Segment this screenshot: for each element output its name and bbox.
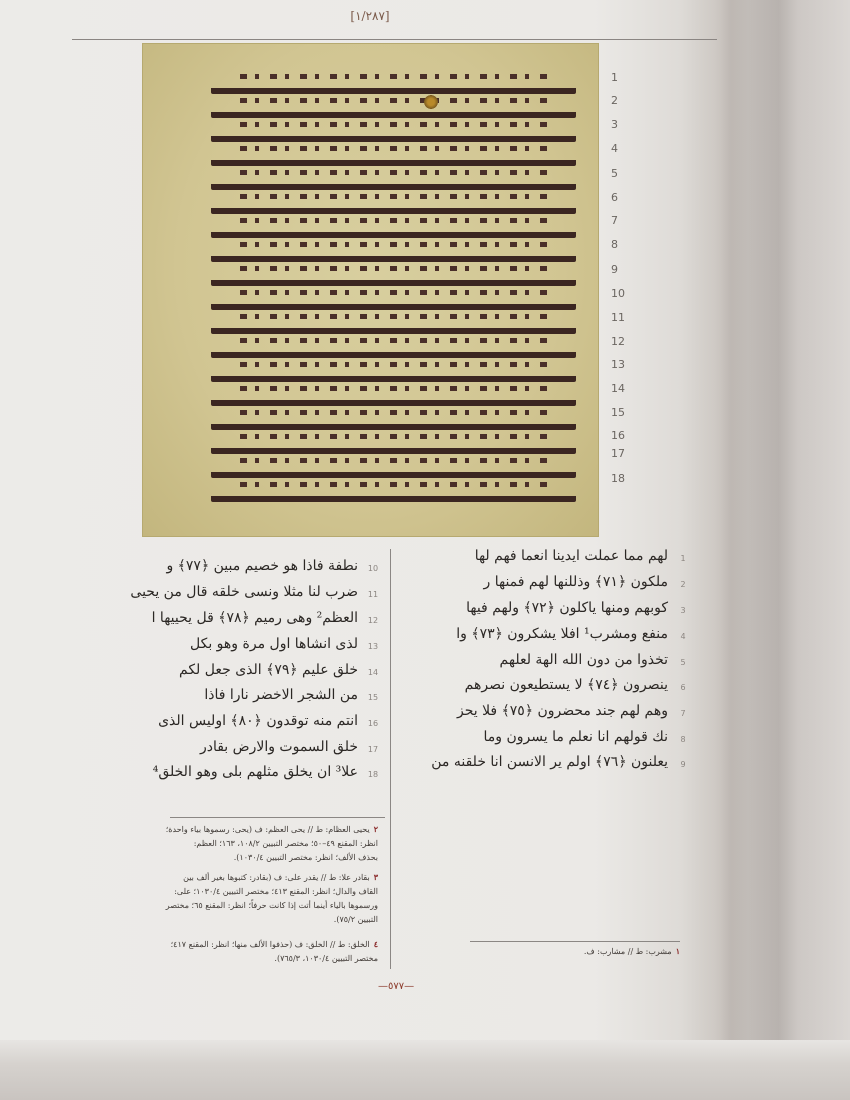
transcription-line: 12 العظم² وهى رميم ﴿٧٨﴾ قل يحييها ا [151, 610, 379, 626]
transcription-line: 8 نك قولهم انا نعلم ما يسرون وما [483, 729, 686, 745]
ms-line-number: 3 [611, 118, 618, 131]
footnote-3: ٣بقادر علا: ط // يقدر على: ف (بقادر: كتبوها بغير ألف بين القاف والدال؛ انظر: المقنع ٤١٣؛ مختصر التبيين ١٠٣٠/٤؛ على: ورسموها بالياء أينما أتت إذا كانت حرفاً؛ انظر: المقنع ٦٥؛ مختصر التبيين ٧٥/٢). [165, 872, 378, 924]
transcription-line: 9 يعلنون ﴿٧٦﴾ اولم ير الانسن انا خلقنه من [431, 754, 686, 770]
transcription-line: 7 وهم لهم جند محضرون ﴿٧٥﴾ فلا يحز [456, 703, 686, 719]
ms-line-number: 12 [611, 335, 625, 348]
transcription-line: 18 علا³ ان يخلق مثلهم بلى وهو الخلق⁴ [152, 764, 379, 780]
ms-line-number: 5 [611, 167, 618, 180]
transcription-line: 11 ضرب لنا مثلا ونسى خلقه قال من يحيى [130, 584, 379, 600]
page-header-ref: [١/٢٨٧] [350, 9, 390, 23]
ms-line-number: 2 [611, 94, 618, 107]
ms-line-number: 1 [611, 71, 618, 84]
ms-line-number: 16 [611, 429, 625, 442]
transcription-line: 5 تخذوا من دون الله الهة لعلهم [499, 652, 686, 668]
ms-line-number: 15 [611, 406, 625, 419]
footnote-rule [170, 817, 385, 818]
manuscript-image [143, 44, 598, 536]
ms-line-number: 13 [611, 358, 625, 371]
ms-line-number: 17 [611, 447, 625, 460]
page-number: —٥٧٧— [378, 981, 415, 992]
transcription-line: 2 ملكون ﴿٧١﴾ وذللنها لهم فمنها ر [483, 574, 686, 590]
ms-line-number: 18 [611, 472, 625, 485]
transcription-line: 10 نطفة فاذا هو خصيم مبين ﴿٧٧﴾ و [166, 558, 379, 574]
ms-line-number: 6 [611, 191, 618, 204]
footnote-4: ٤الخلق: ط // الخلق: ف (حذفوا الألف منها؛ انظر: المقنع ٤١٧؛ مختصر التبيين ١٠٣٠/٤، ٧٦٥/٣). [170, 939, 378, 963]
transcription-line: 14 خلق عليم ﴿٧٩﴾ الذى جعل لكم [179, 662, 379, 678]
footnote-2: ٢يحيى العظام: ط // يحى العظم: ف (يحى: رسموها بياء واحدة؛ انظر: المقنع ٤٩–٥٠؛ مختصر التبيين ١٠٨/٢، ١٦٣؛ العظم: بحذف الألف؛ انظر: مختصر التبيين ١٠٣٠/٤). [165, 824, 378, 862]
ms-line-number: 14 [611, 382, 625, 395]
transcription-line: 17 خلق السموت والارض بقادر [199, 739, 379, 755]
transcription-line: 15 من الشجر الاخضر نارا فاذا [204, 687, 379, 703]
ms-line-number: 8 [611, 238, 618, 251]
ms-line-number: 11 [611, 311, 625, 324]
ms-line-number: 9 [611, 263, 618, 276]
transcription-line: 13 لذى انشاها اول مرة وهو بكل [190, 636, 379, 652]
verse-marker-icon [423, 94, 439, 110]
transcription-line: 6 ينصرون ﴿٧٤﴾ لا يستطيعون نصرهم [464, 677, 686, 693]
header-rule [72, 39, 717, 40]
transcription-line: 4 منفع ومشرب¹ افلا يشكرون ﴿٧٣﴾ وا [456, 626, 686, 642]
ms-line-number: 4 [611, 142, 618, 155]
footnote-rule [470, 941, 680, 942]
ms-line-number: 10 [611, 287, 625, 300]
transcription-line: 16 انتم منه توقدون ﴿٨٠﴾ اوليس الذى [158, 713, 379, 729]
transcription-line: 3 كوبهم ومنها ياكلون ﴿٧٢﴾ ولهم فيها [466, 600, 686, 616]
page-gutter-shadow [720, 0, 850, 1100]
transcription-line: 1 لهم مما عملت ايدينا انعما فهم لها [474, 548, 686, 564]
column-divider [390, 549, 391, 969]
ms-line-number: 7 [611, 214, 618, 227]
page-bottom-edge [0, 1040, 850, 1100]
footnote-1: ١مشرب: ط // مشارب: ف. [583, 946, 680, 956]
